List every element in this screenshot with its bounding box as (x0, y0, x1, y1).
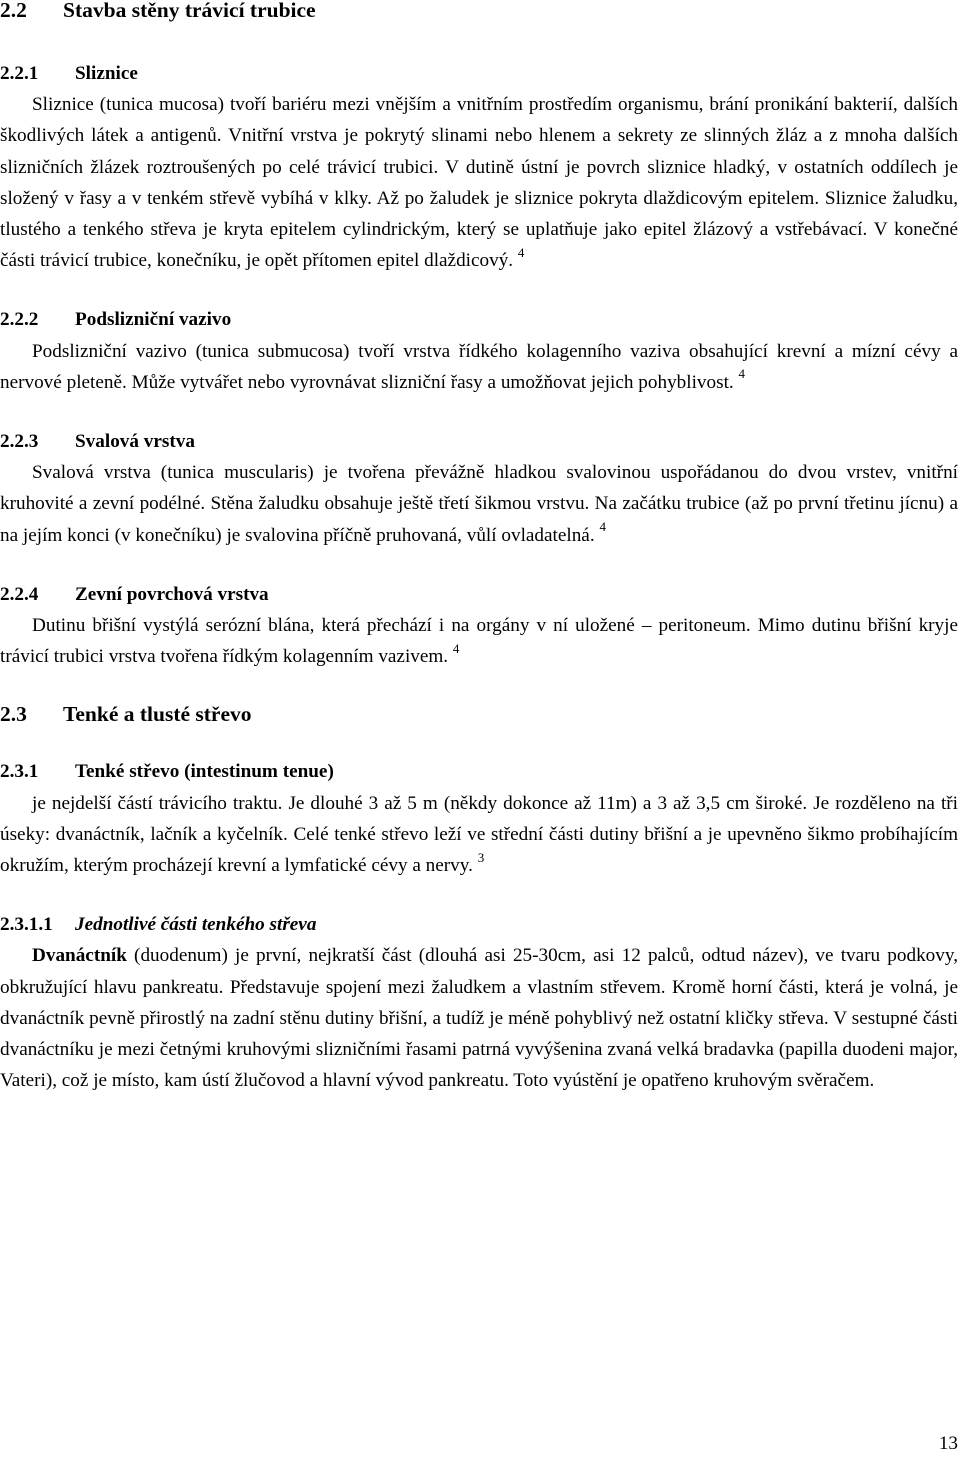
section-number: 2.2.2 (0, 309, 39, 331)
section-title: Stavba stěny trávicí trubice (63, 0, 316, 22)
section-heading-2-2-1 (0, 58, 958, 89)
section-number: 2.2.1 (0, 63, 39, 84)
section-heading-2-2-2 (0, 304, 958, 335)
section-title: Jednotlivé části tenkého střeva (75, 914, 317, 936)
section-number: 2.2.3 (0, 431, 39, 453)
reference-mark: 4 (517, 244, 525, 260)
paragraph-podslizniční-vazivo: Podslizniční vazivo (tunica submucosa) tvoří vrstva řídkého kolagenního vaziva obsahující krevní a mízní cévy a nervové pleteně. Může vytvářet nebo vyrovnávat slizniční řasy a umožňovat jejich pohyblivost. $^4$ (0, 340, 958, 393)
section-title: Tenké a tlusté střevo (63, 702, 252, 727)
section-heading-2-2-4 (0, 579, 958, 610)
section-number: 2.2.4 (0, 583, 39, 605)
section-title: Svalová vrstva (75, 431, 195, 453)
reference-mark: 4 (599, 519, 606, 535)
paragraph-dvanactnik: Dvanáctník (duodenum) je první, nejkratší část (dlouhá asi 25-30cm, asi 12 palců, odtud název), ve tvaru podkovy, obkružující hlavu pankreatu. Představuje spojení mezi žaludkem a vlastním střevem. Kromě horní části, která je volná, je dvanáctník pevně přirostlý na zadní stěnu dutiny břišní, a tudíž je méně pohyblivý než ostatní kličky střeva. V sestupné části dvanáctníku je mezi četnými kruhovými slizničními řasami patrná vyvýšenina zvaná velká bradavka (papilla duodeni major, Vateri), což je místo, kam ústí žlučovod a hlavní vývod pankreatu. Toto vyústění je opatřeno kruhovým svěračem. (0, 945, 958, 1092)
paragraph-zevni-vrstva: Dutinu břišní vystýlá serózní blána, která přechází i na orgány v ní uložené – peritoneum. Mimo dutinu břišní kryje trávicí trubici vrstva tvořena řídkým kolagenním vazivem. $^4$ (0, 615, 958, 668)
paragraph-tenke-strevo: je nejdelší částí trávicího traktu. Je dlouhé 3 až 5 m (někdy dokonce až 11m) a 3 až 3,5 cm široké. Je rozděleno na tři úseky: dvanáctník, lačník a kyčelník. Celé tenké střevo leží ve střední části dutiny břišní a je upevněno šikmo probíhajícím okružím, kterým procházejí krevní a lymfatické cévy a nervy. $^3$ (0, 792, 958, 877)
section-number: 2.3.1.1 (0, 914, 53, 936)
reference-mark: 4 (452, 640, 460, 656)
section-title: Sliznice (75, 63, 138, 84)
section-number: 2.3 (0, 702, 27, 727)
reference-mark: 3 (477, 849, 485, 865)
section-number: 2.3.1 (0, 761, 39, 783)
section-title: Zevní povrchová vrstva (75, 583, 269, 605)
paragraph-sliznice: Sliznice (tunica mucosa) tvoří bariéru mezi vnějším a vnitřním prostředím organismu, brání pronikání bakterií, dalších škodlivých látek a antigenů. Vnitřní vrstva je pokrytý slinami nebo hlenem a sekrety ze slinných žláz a z mnoha dalších slizničních žlázek roztroušených po celé trávicí trubici. V dutině ústní je povrch sliznice hladký, v ostatních oddílech je složený v řasy a v tenkém střevě vybíhá v klky. Až po žaludek je sliznice pokryta dlaždicovým epitelem. Sliznice žaludku, tlustého a tenkého střeva je kryta epitelem cylindrickým, který se uplatňuje jako epitel žlázový a vstřebávací. V konečné části trávicí trubice, konečníku, je opět přítomen epitel dlaždicový. $^4$ (0, 94, 958, 272)
section-heading-2-2 (0, 0, 958, 24)
section-heading-2-2-3 (0, 426, 958, 457)
section-title: Tenké střevo (intestinum tenue) (75, 761, 334, 783)
section-title: Podslizniční vazivo (75, 309, 232, 331)
paragraph-svalova-vrstva: Svalová vrstva (tunica muscularis) je tvořena převážně hladkou svalovinou uspořádanou do dvou vrstev, vnitřní kruhovité a zevní podélné. Stěna žaludku obsahuje ještě třetí šikmou vrstvu. Na začátku trubice (až po první třetinu jícnu) a na jejím konci (v konečníku) je svalovina příčně pruhovaná, vůlí ovladatelná. $^4$ (0, 462, 958, 546)
section-number: 2.2 (0, 0, 27, 22)
section-heading-2-3-1 (0, 756, 958, 787)
page-number: 13 (938, 1433, 958, 1454)
section-heading-2-3 (0, 700, 958, 728)
term-dvanactnik: Dvanáctník (32, 945, 127, 967)
reference-mark: 4 (738, 366, 746, 382)
section-heading-2-3-1-1 (0, 909, 958, 940)
